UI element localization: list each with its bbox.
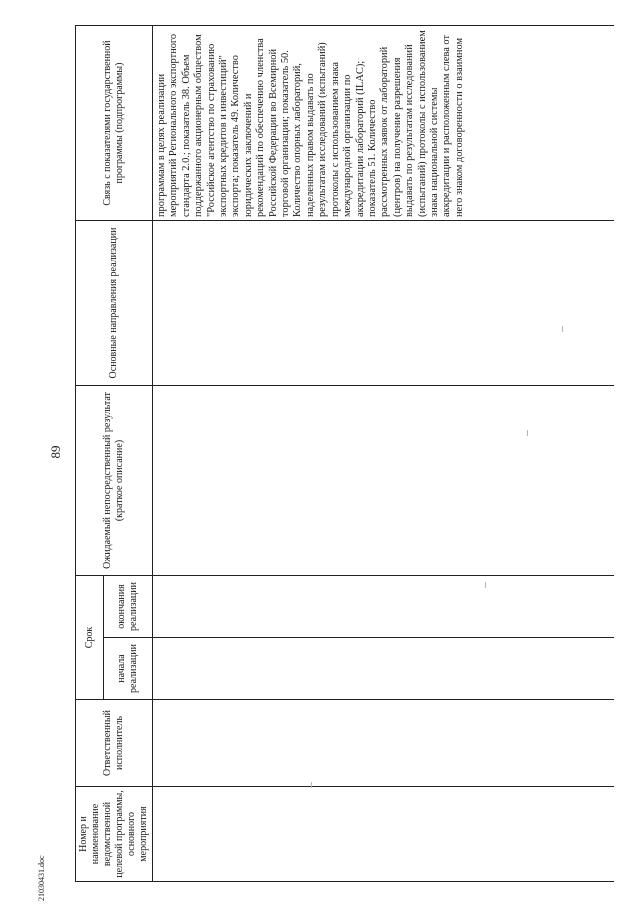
header-main-directions: Основные направления реализации xyxy=(76,221,153,386)
scan-speck xyxy=(562,326,563,332)
cell-indicator-links: программам в целях реализации мероприятий Регионального экспортного стандарта 2.0.; показатель 38. Объем поддержанного акционерным обществом "Российское агентство по страхованию экспортных кредитов и инвестиций" экспорта; показатель 49. Количество юридических заключений и рекомендаций по обеспечению членства Российской Федерации во Всемирной торговой организации; показатель 50. Количество опорных лабораторий, наделенных правом выдавать по результатам исследований (испытаний) протоколы с использованием знака международной организации по аккредитации лабораторий (ILAC); показатель 51. Количество рассмотренных заявок от лабораторий (центров) на получение разрешения выдавать по результатам исследований (испытаний) протоколы с использованием знака национальной системы аккредитации и расположенным слева от него знаком договоренности о взаимном xyxy=(153,26,615,221)
header-row xyxy=(76,26,104,882)
cell-program-number-name xyxy=(153,787,615,882)
cell-main-directions xyxy=(153,221,615,386)
header-term-end: окончания реализации xyxy=(104,576,153,638)
document-code: 21030431.doc xyxy=(37,855,46,901)
header-term: Срок xyxy=(76,576,104,700)
scan-speck xyxy=(311,782,312,788)
cell-term-start xyxy=(153,638,615,700)
page-number: 89 xyxy=(48,445,63,459)
measures-table xyxy=(75,25,614,882)
rotated-table-wrapper xyxy=(75,26,605,882)
header-program-number-name: Номер и наименование ведомственной целевой программы, основного мероприятия xyxy=(76,787,153,882)
scan-speck xyxy=(485,582,486,588)
cell-term-end xyxy=(153,576,615,638)
header-responsible-executor: Ответственный исполнитель xyxy=(76,700,153,787)
header-expected-result: Ожидаемый непосредственный результат (краткое описание) xyxy=(76,386,153,576)
header-term-start: начала реализации xyxy=(104,638,153,700)
header-indicator-links: Связь с показателями государственной программы (подпрограммы) xyxy=(76,26,153,221)
table-container xyxy=(75,26,605,882)
table-row xyxy=(153,26,615,882)
cell-responsible-executor xyxy=(153,700,615,787)
cell-expected-result xyxy=(153,386,615,576)
scan-speck xyxy=(527,430,528,436)
